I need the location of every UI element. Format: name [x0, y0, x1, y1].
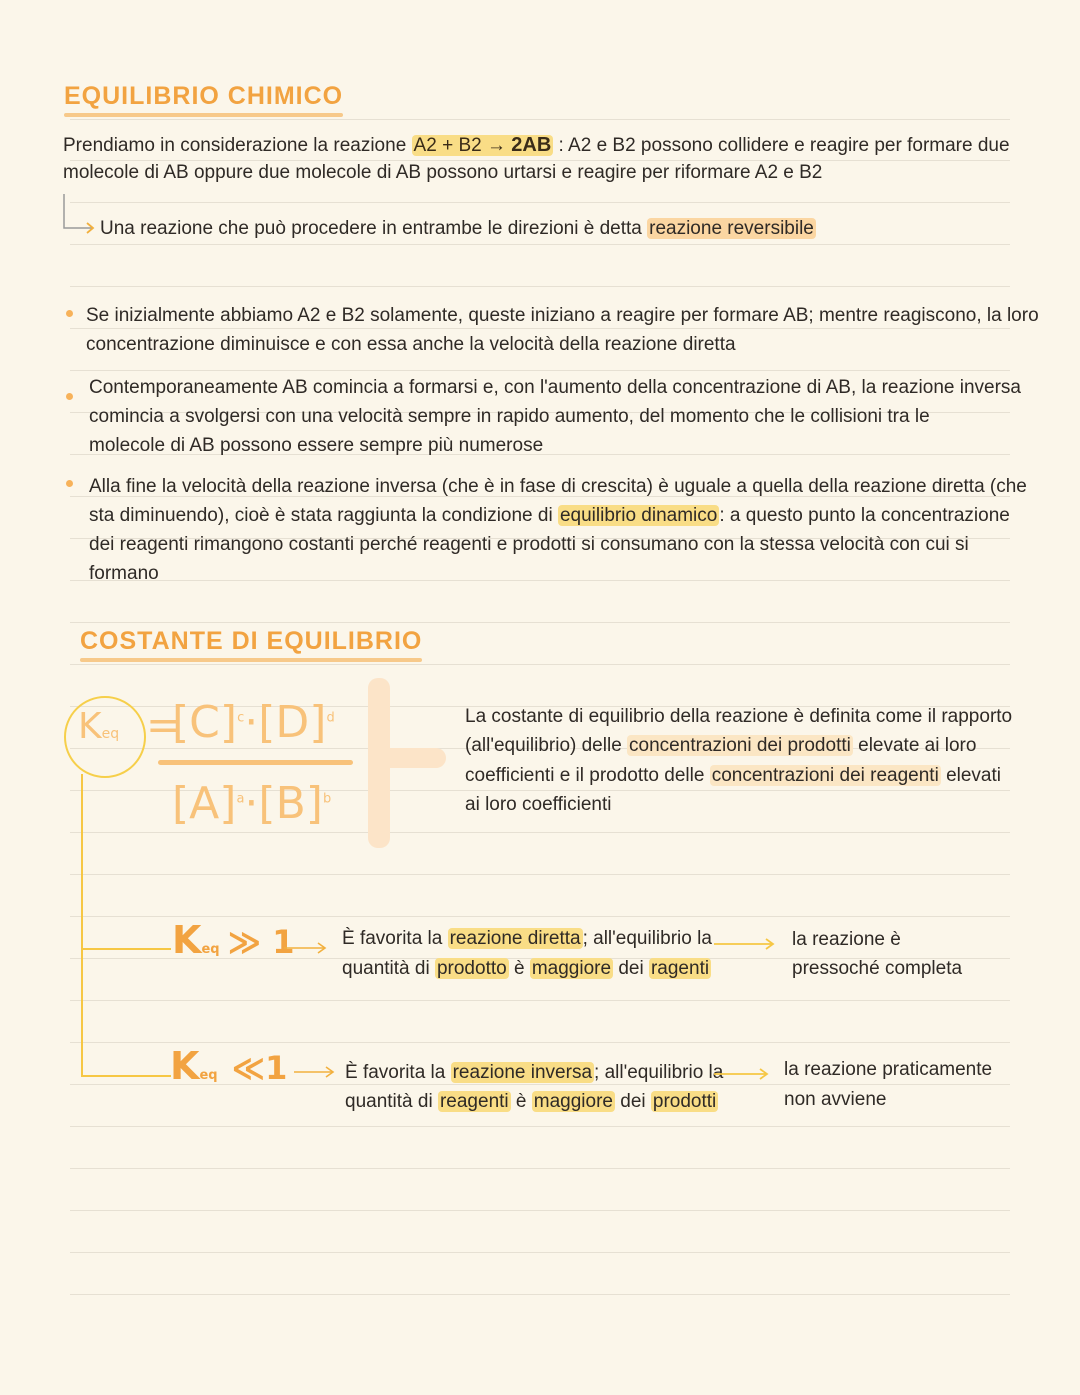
case-low-l2-mid2: dei [614, 1091, 651, 1112]
conc-d: [D] [258, 697, 327, 748]
arrow-right-icon [284, 938, 330, 954]
exp-d: d [326, 710, 335, 726]
separator-decoration-branch [376, 748, 446, 768]
case-high-l2-mid: è [508, 958, 530, 979]
case-low-l1-pre: È favorita la [345, 1062, 451, 1083]
bullet-2-line-2: comincia a svolgersi con una velocità sempre in rapido aumento, del momento che le collisioni tra le [89, 406, 930, 427]
definition-line-2-post: elevate ai loro [852, 735, 977, 756]
bullet-1-line-1: Se inizialmente abbiamo A2 e B2 solamente, queste iniziano a reagire per formare AB; mentre reagiscono, la loro [86, 305, 1039, 326]
bullet-1-line-2: concentrazione diminuisce e con essa anche la velocità della reazione diretta [86, 334, 736, 355]
bullet-2-line-1: Contemporaneamente AB comincia a formarsi e, con l'aumento della concentrazione di AB, la reazione inversa [89, 377, 1021, 398]
maggiore-highlight: maggiore [531, 958, 612, 979]
dot-operator: · [244, 697, 259, 748]
bullet-3-line-2-pre: sta diminuendo), cioè è stata raggiunta la condizione di [89, 505, 558, 526]
case-low-l2-pre: quantità di [345, 1091, 438, 1112]
numerator [172, 697, 335, 748]
reazione-inversa-highlight: reazione inversa [452, 1062, 593, 1083]
concentrazioni-prodotti-highlight: concentrazioni dei prodotti [629, 735, 851, 756]
reaction-left: A2 + B2 [413, 135, 482, 156]
exp-a: a [236, 791, 245, 807]
arrow-right-icon [714, 936, 776, 952]
k-much-less-label [170, 1044, 287, 1088]
bullet-3-line-3: dei reagenti rimangono costanti perché reagenti e prodotti si consumano con la stessa velocità con cui si [89, 534, 969, 555]
intro-text-pre: Prendiamo in considerazione la reazione [63, 135, 412, 156]
definition-line-3 [465, 761, 1001, 790]
case-high-l1-post: ; all'equilibrio la [582, 928, 712, 949]
case-low-result-2: non avviene [784, 1089, 887, 1110]
k-subscript: eq [201, 942, 220, 957]
exp-b: b [322, 791, 332, 807]
section-title-equilibrio-chimico: EQUILIBRIO CHIMICO [64, 82, 343, 113]
k-letter: K [172, 918, 202, 962]
k-much-greater-label [172, 918, 294, 962]
case-low-line-1 [345, 1058, 723, 1087]
reagenti-highlight: reagenti [439, 1091, 509, 1112]
definition-line-4: ai loro coefficienti [465, 794, 612, 815]
equilibrio-dinamico-highlight: equilibrio dinamico [559, 505, 718, 526]
k-letter: K [170, 1044, 200, 1088]
ragenti-highlight: ragenti [650, 958, 710, 979]
k-symbol [78, 706, 119, 747]
bullet-2-line-3: molecole di AB possono essere sempre più numerose [89, 435, 544, 456]
intro-line-2: molecole di AB oppure due molecole di AB possono urtarsi e reagire per riformare A2 e B2 [63, 162, 823, 183]
definition-line-3-pre: coefficienti e il prodotto delle [465, 765, 710, 786]
conc-a: [A] [172, 778, 237, 829]
intro-text-post: : A2 e B2 possono collidere e reagire per formare due [553, 135, 1010, 156]
bullet-dot [66, 310, 73, 317]
bullet-3-line-2-post: : a questo punto la concentrazione [719, 505, 1010, 526]
case-high-l1-pre: È favorita la [342, 928, 448, 949]
fraction-bar [158, 760, 353, 765]
equals-sign: = [146, 700, 182, 749]
reaction-right: 2AB [511, 134, 552, 156]
arrow-right-icon [714, 1066, 770, 1082]
reazione-diretta-highlight: reazione diretta [449, 928, 581, 949]
prodotti-highlight: prodotti [652, 1091, 717, 1112]
bullet-3-line-1: Alla fine la velocità della reazione inversa (che è in fase di crescita) è uguale a quella della reazione diretta (che [89, 476, 1027, 497]
comparison-much-less: ≪1 [231, 1049, 288, 1087]
definition-line-2-pre: (all'equilibrio) delle [465, 735, 628, 756]
case-low-l1-post: ; all'equilibrio la [594, 1062, 724, 1083]
prodotto-highlight: prodotto [436, 958, 507, 979]
reaction-arrow-icon: → [486, 135, 506, 156]
case-high-line-2 [342, 954, 711, 983]
arrow-right-icon [294, 1064, 338, 1080]
case-high-line-1 [342, 924, 712, 953]
case-low-l2-mid: è [510, 1091, 532, 1112]
case-high-result-2: pressoché completa [792, 958, 963, 979]
branch-line-vertical [81, 774, 83, 1076]
exp-c: c [237, 710, 245, 726]
k-letter: K [78, 706, 102, 747]
branch-arrow-low [81, 1075, 171, 1077]
bullet-dot [66, 480, 73, 487]
section-title-costante-di-equilibrio: COSTANTE DI EQUILIBRIO [80, 627, 422, 658]
definition-line-1: La costante di equilibrio della reazione è definita come il rapporto [465, 706, 1013, 727]
bullet-dot [66, 393, 73, 400]
dot-operator: · [244, 778, 259, 829]
corner-arrow-icon [60, 192, 100, 236]
reversible-note [100, 214, 816, 243]
denominator [172, 778, 331, 829]
case-high-result-1: la reazione è [792, 929, 901, 950]
definition-line-3-post: elevati [940, 765, 1001, 786]
reversible-note-text: Una reazione che può procedere in entrambe le direzioni è detta [100, 218, 648, 239]
reaction-highlight [412, 135, 554, 156]
case-low-result-1: la reazione praticamente [784, 1059, 993, 1080]
conc-c: [C] [172, 697, 238, 748]
case-low-line-2 [345, 1087, 718, 1116]
reversible-highlight: reazione reversibile [649, 218, 814, 239]
definition-line-2 [465, 731, 976, 760]
bullet-3-line-4: formano [89, 563, 159, 584]
concentrazioni-reagenti-highlight: concentrazioni dei reagenti [711, 765, 939, 786]
case-high-l2-mid2: dei [613, 958, 649, 979]
case-high-l2-pre: quantità di [342, 958, 435, 979]
k-subscript: eq [101, 726, 120, 742]
intro-line-1 [63, 131, 1010, 160]
comparison-much-greater: ≫ 1 [227, 923, 295, 961]
k-subscript: eq [199, 1068, 218, 1083]
maggiore-highlight: maggiore [533, 1091, 613, 1112]
branch-arrow-high [81, 948, 171, 950]
bullet-3-line-2 [89, 501, 1010, 530]
conc-b: [B] [258, 778, 323, 829]
